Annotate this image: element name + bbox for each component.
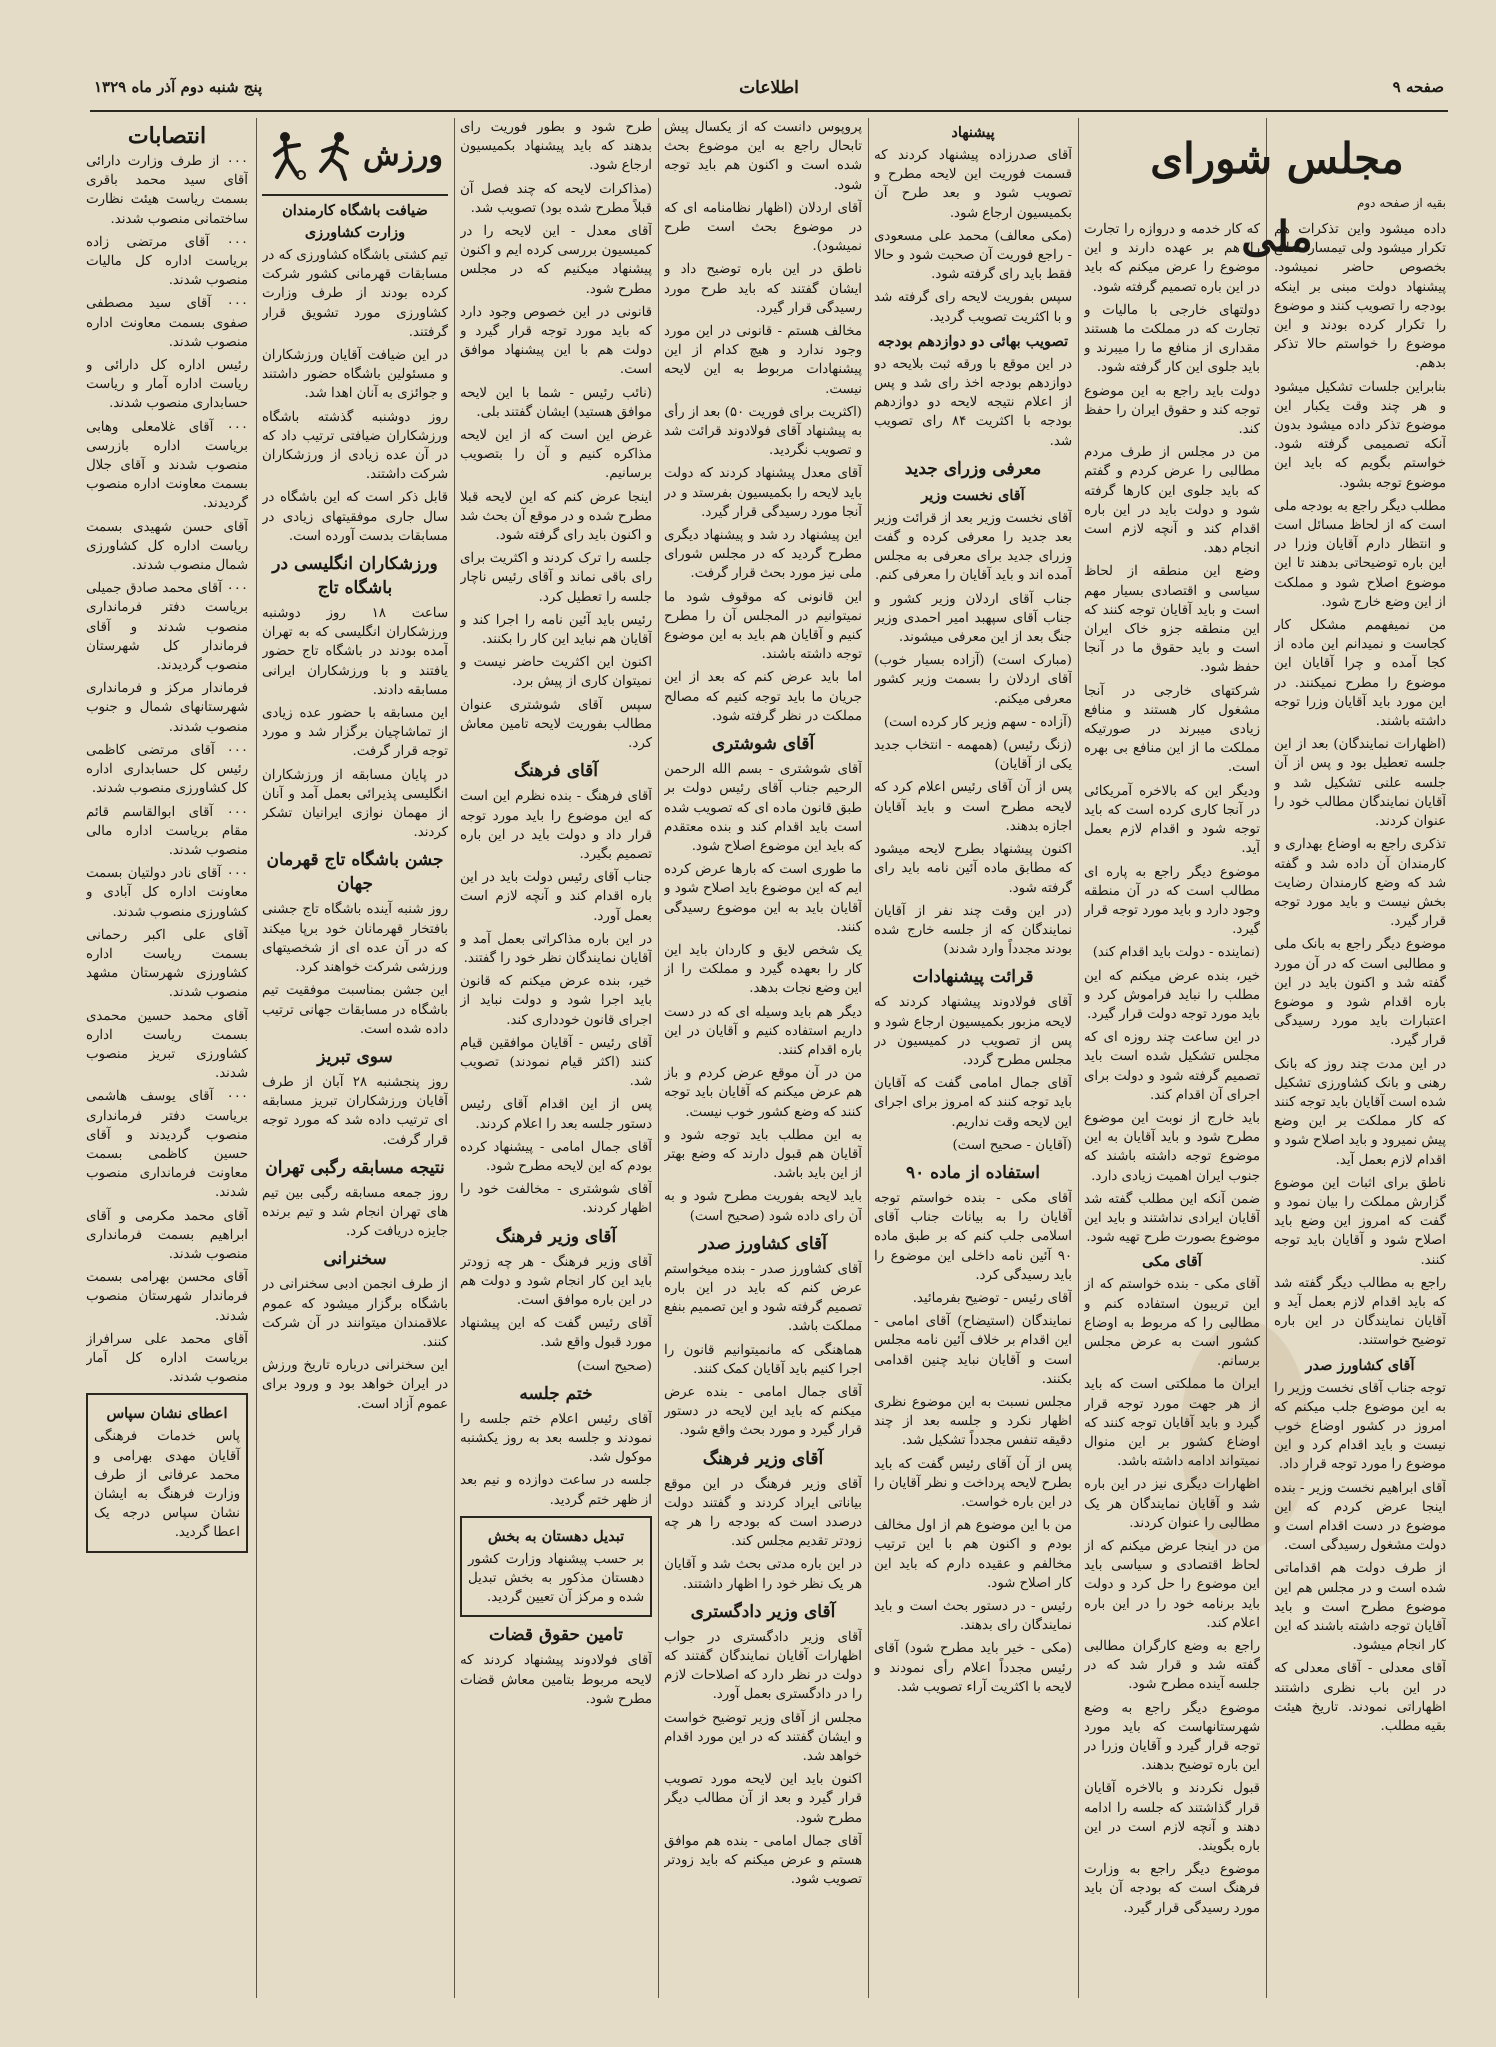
headline-continuation: بقیه از صفحه دوم bbox=[1356, 196, 1446, 210]
paragraph: من نمیفهمم مشکل کار کجاست و نمیدانم این ماده از کجا آمده و چرا آقایان این موضوع را مطرح نمیکنند. در این مورد باید آقایان وزرا توجه داشته باشند. bbox=[1274, 618, 1446, 730]
article-column-2 bbox=[1084, 220, 1260, 1998]
box-heading: تبدیل دهستان به بخش bbox=[487, 1527, 625, 1545]
subheading: معرفی وزرای جدید bbox=[904, 458, 1042, 479]
page-header bbox=[90, 72, 1448, 112]
paragraph: تیم کشتی باشگاه کشاورزی که در مسابقات قهرمانی کشور شرکت کرده بودند از طرف وزارت کشاورزی مورد تشویق قرار گرفتند. bbox=[262, 248, 448, 340]
subheading: آقای نخست وزیر bbox=[921, 486, 1025, 504]
paragraph: ۰۰۰ آقای مرتضی زاده بریاست اداره کل مالیات منصوب شدند. bbox=[86, 234, 248, 289]
subheading: آقای کشاورز صدر bbox=[1305, 1356, 1415, 1374]
paragraph: تذکری راجع به اوضاع بهداری و کارمندان آن داده شد و گفته شد که وضع کارمندان رضایت بخش نیست و باید مورد توجه قرار گیرد. bbox=[1274, 837, 1446, 930]
subheading: سوی تبریز bbox=[317, 1046, 393, 1067]
paragraph: که کار خدمه و دروازه را تجارت را هم بر عهده دارند و این موضوع را عرض میکنم که باید در این باره تصمیم گرفته شود. bbox=[1084, 222, 1260, 295]
paragraph: خیر، بنده عرض میکنم که این مطلب را نباید فراموش کرد و باید مورد توجه دولت قرار گیرد. bbox=[1084, 968, 1260, 1022]
paragraph: یک شخص لایق و کاردان باید این کار را بعهده گیرد و مملکت را از این وضع نجات بدهد. bbox=[664, 942, 862, 997]
paragraph: دیگر هم باید وسیله ای که در دست داریم استفاده کنیم و آقایان در این باره اقدام کنند. bbox=[664, 1004, 862, 1058]
paragraph: داده میشود واین تذکرات هم تکرار میشود ولی تیمسار مطلع بخصوص حاضر نمیشود. پیشنهاد دولت مبنی بر اینکه بودجه را تصویب کنند و موضوع را تکرار کرده بودند و این موضوع را خواستم حالا تذکر بدهم. bbox=[1274, 222, 1446, 372]
box-heading: اعطای نشان سپاس bbox=[106, 1405, 228, 1423]
paragraph: (آقایان - صحیح است) bbox=[952, 1137, 1072, 1153]
paragraph: من در آن موقع عرض کردم و باز هم عرض میکنم که آقایان باید توجه کنند که وضع کشور خوب نیست. bbox=[664, 1066, 862, 1120]
paragraph: آقای نخست وزیر بعد از قرائت وزیر بعد جدید را معرفی کرده و گفت وزرای جدید برای معرفی به مجلس آمده اند و باید آقایان را معرفی کنم. bbox=[874, 510, 1072, 584]
subheading: تامین حقوق قضات bbox=[488, 1625, 624, 1646]
paragraph: این سخنرانی درباره تاریخ ورزش در ایران خواهد بود و ورود برای عموم آزاد است. bbox=[262, 1358, 448, 1412]
paragraph: (در این وقت چند نفر از آقایان نمایندگان که از جلسه خارج شده بودند مجدداً وارد شدند) bbox=[874, 903, 1072, 958]
main-headline: مجلس شورای ملی bbox=[1150, 134, 1404, 261]
news-box bbox=[86, 1393, 248, 1552]
paragraph: به این مطلب باید توجه شود و آقایان هم قبول دارند که وضع بهتر از این باید باشد. bbox=[664, 1127, 862, 1182]
paragraph: اینجا عرض کنم که این لایحه قبلا مطرح شده و در موقع آن بحث شد و اکنون باید رای گرفته شود. bbox=[460, 489, 652, 544]
paragraph: موضوع دیگر راجع به وزارت فرهنگ است که بودجه آن باید مورد رسیدگی قرار گیرد. bbox=[1084, 1862, 1260, 1916]
article-column-4 bbox=[664, 118, 862, 1998]
runner-icon bbox=[315, 131, 355, 181]
sports-section-header bbox=[262, 118, 448, 196]
paragraph: موضوع دیگر راجع به بانک ملی و مطالبی است که در آن مورد گفته شد و اکنون باید در این باره اقدام شود و موضوع اعتبارات باید مورد رسیدگی قرار گیرد. bbox=[1274, 937, 1446, 1049]
news-box bbox=[460, 1516, 652, 1618]
subheading: آقای وزیر دادگستری bbox=[690, 1601, 836, 1622]
paragraph: سپس آقای شوشتری عنوان مطالب بفوریت لایحه تامین معاش کرد. bbox=[460, 697, 652, 752]
paragraph: آقای کشاورز صدر - بنده میخواستم عرض کنم که باید در این باره تصمیم گرفته شود و این تصمیم بنفع مملکت باشد. bbox=[664, 1261, 862, 1335]
newspaper-name: اطلاعات bbox=[739, 78, 799, 98]
paragraph: بر حسب پیشنهاد وزارت کشور دهستان مذکور به بخش تبدیل شده و مرکز آن تعیین گردید. bbox=[468, 1551, 644, 1606]
subheading: ختم جلسه bbox=[519, 1383, 593, 1404]
column-rule bbox=[454, 118, 455, 1998]
paragraph: در این باره مدتی بحث شد و آقایان هر یک نظر خود را اظهار داشتند. bbox=[664, 1557, 862, 1592]
subheading: آقای کشاورز صدر bbox=[699, 1233, 827, 1254]
paragraph: دولت باید راجع به این موضوع توجه کند و حقوق ایران را حفظ کند. bbox=[1084, 383, 1260, 438]
page-number: صفحه ۹ bbox=[1392, 78, 1444, 96]
paragraph: وضع این منطقه از لحاظ سیاسی و اقتصادی بسیار مهم است و باید آقایان توجه کنند که این منطقه جزو خاک ایران است و باید حقوق ما در آنجا حفظ شود. bbox=[1084, 564, 1260, 676]
paragraph: موضوع دیگر راجع به وضع شهرستانهاست که باید مورد توجه قرار گیرد و آقایان وزرا در این باره توضیح بدهند. bbox=[1084, 1700, 1260, 1774]
sports-column bbox=[262, 118, 448, 1998]
paragraph: اکنون باید این لایحه مورد تصویب قرار گیرد و بعد از آن مطالب دیگر مطرح شود. bbox=[664, 1772, 862, 1826]
paragraph: بنابراین جلسات تشکیل میشود و هر چند وقت یکبار این موضوع تذکر داده میشود بدون آنکه تصمیمی گرفته شود. خواستم بگویم که باید این موضوع توجه بشود. bbox=[1274, 379, 1446, 491]
subheading: آقای وزیر فرهنگ bbox=[702, 1448, 824, 1469]
paragraph: آقای وزیر دادگستری در جواب اظهارات آقایان نمایندگان گفتند که دولت در نظر دارد که اصلاحات لازم را در دادگستری بعمل آورد. bbox=[664, 1629, 862, 1703]
paragraph: توجه جناب آقای نخست وزیر را به این موضوع جلب میکنم که امروز در کشور اوضاع خوب نیست و باید اقدام کرد و این موضوع را مورد توجه قرار داد. bbox=[1274, 1380, 1446, 1473]
paragraph: ۰۰۰ آقای مرتضی کاظمی رئیس کل حسابداری اداره کل کشاورزی منصوب شدند. bbox=[86, 742, 248, 797]
paragraph: اما باید عرض کنم که بعد از این جریان ما باید توجه کنیم که مصالح مملکت در نظر گرفته شود. bbox=[664, 670, 862, 724]
paragraph: موضوع دیگر راجع به پاره ای مطالب است که در آن منطقه وجود دارد و باید مورد توجه قرار گیرد. bbox=[1084, 864, 1260, 938]
paragraph: خیر، بنده عرض میکنم که قانون باید اجرا شود و دولت نباید از اجرای قانون خودداری کند. bbox=[460, 974, 652, 1028]
paragraph: ناطق در این باره توضیح داد و ایشان گفتند که باید طرح مورد رسیدگی قرار گیرد. bbox=[664, 262, 862, 316]
paragraph: ۰۰۰ آقای غلامعلی وهابی بریاست اداره بازرسی منصوب شدند و آقای جلال بسمت معاونت اداره منصوب گردیدند. bbox=[86, 419, 248, 512]
paragraph: سپس بفوریت لایحه رای گرفته شد و با اکثریت تصویب گردید. bbox=[874, 290, 1072, 325]
paragraph: آقای وزیر فرهنگ - هر چه زودتر باید این کار انجام شود و دولت هم در این باره موافق است. bbox=[460, 1254, 652, 1308]
paragraph: قانونی در این خصوص وجود دارد که باید مورد توجه قرار گیرد و دولت هم با این پیشنهاد موافق است. bbox=[460, 304, 652, 378]
paragraph: (آزاده - سهم وزیر کار کرده است) bbox=[883, 714, 1072, 730]
subheading: سخنرانی bbox=[323, 1249, 387, 1270]
paragraph: من با این موضوع هم از اول مخالف بودم و اکنون هم با این ترتیب مخالفم و عقیده دارم که باید این کار اصلاح شود. bbox=[874, 1518, 1072, 1591]
paragraph: آقای جمال امامی - پیشنهاد کرده بودم که این لایحه مطرح شود. bbox=[460, 1139, 652, 1174]
paragraph: آقای معدل پیشنهاد کردند که دولت باید لایحه را بکمیسیون بفرستد و در آنجا مورد رسیدگی قرار گیرد. bbox=[664, 466, 862, 520]
column-rule bbox=[256, 118, 257, 1998]
paragraph: (مبارک است) (آزاده بسیار خوب) آقای اردلان را بسمت وزیر کشور معرفی میکنم. bbox=[874, 653, 1072, 707]
article-column-1 bbox=[1274, 220, 1446, 1998]
paragraph: اکنون پیشنهاد بطرح لایحه میشود که مطابق ماده آئین نامه باید رای گرفته شود. bbox=[874, 842, 1072, 896]
subheading: پیشنهاد bbox=[951, 124, 995, 141]
paragraph: جناب آقای اردلان وزیر کشور و جناب آقای سپهبد امیر احمدی وزیر جنگ بعد از این معرفی میشوند. bbox=[874, 591, 1072, 646]
paragraph: ۰۰۰ از طرف وزارت دارائی آقای سید محمد باقری بسمت ریاست هیئت نظارت ساختمانی منصوب شدند. bbox=[86, 154, 248, 227]
paragraph: مجلس از آقای وزیر توضیح خواست و ایشان گفتند که در این مورد اقدام خواهد شد. bbox=[664, 1710, 862, 1765]
subheading: آقای مکی bbox=[1142, 1253, 1202, 1271]
sports-title: ورزش bbox=[362, 138, 444, 174]
paragraph: از طرف انجمن ادبی سخنرانی در باشگاه برگزار میشود که عموم علاقمندان میتوانند در آن شرکت کنند. bbox=[262, 1277, 448, 1350]
paragraph: آقای فولادوند پیشنهاد کردند که لایحه مزبور بکمیسیون ارجاع شود و پس از تصویب در کمیسیون در مجلس مطرح گردد. bbox=[874, 995, 1072, 1068]
paragraph: در این موقع با ورقه ثبت بلایحه دو دوازدهم بودجه اخذ رای شد و پس از اعلام نتیجه لایحه دو دوازدهم بودجه با اکثریت ۸۴ رای تصویب شد. bbox=[874, 356, 1072, 449]
paragraph: آقای رئیس - آقایان موافقین قیام کنند (اکثر قیام نمودند) تصویب شد. bbox=[460, 1035, 652, 1090]
paragraph: اظهارات دیگری نیز در این باره شد و آقایان نمایندگان هر یک مطالبی را عنوان کردند. bbox=[1084, 1477, 1260, 1531]
paragraph: پروپوس دانست که از یکسال پیش تابحال راجع به این موضوع بحث شده است و اکنون هم باید توجه شود. bbox=[664, 120, 862, 193]
paragraph: (اظهارات نمایندگان) بعد از این جلسه تعطیل بود و پس از آن جلسه علنی تشکیل شد و آقایان نمایندگان مطالب خود را عنوان کردند. bbox=[1274, 737, 1446, 830]
paragraph: جلسه را ترک کردند و اکثریت برای رای باقی نماند و آقای رئیس ناچار جلسه را تعطیل کرد. bbox=[460, 551, 652, 605]
paragraph: روز پنجشنبه ۲۸ آبان از طرف آقایان ورزشکاران تبریز مسابقه ای ترتیب داده شد که مورد توجه قرار گرفت. bbox=[262, 1074, 448, 1148]
paragraph: ایران ما مملکتی است که باید از هر جهت مورد توجه قرار گیرد و باید آقایان توجه کنند که اوضاع کشور بر این منوال نمیتواند ادامه داشته باشد. bbox=[1084, 1377, 1260, 1470]
subheading: استفاده از ماده ۹۰ bbox=[905, 1162, 1041, 1183]
paragraph: پس از این اقدام آقای رئیس دستور جلسه بعد را اعلام کردند. bbox=[460, 1097, 652, 1132]
paragraph: ودیگر این که بالاخره آمریکائی در آنجا کاری کرده است که باید توجه شود و اقدام لازم بعمل آید. bbox=[1084, 783, 1260, 857]
paragraph: راجع به وضع کارگران مطالبی گفته شد و قرار شد که در جلسه آینده مطرح شود. bbox=[1084, 1639, 1260, 1693]
paragraph: ۰۰۰ آقای یوسف هاشمی بریاست دفتر فرمانداری منصوب گردیدند و آقای حسین کاظمی بسمت معاونت فرمانداری منصوب شدند. bbox=[86, 1089, 248, 1201]
paragraph: من در مجلس از طرف مردم مطالبی را عرض کردم و گفتم که باید جلوی این کارها گرفته شود و دولت باید در این باره اقدام کند و آنچه لازم است انجام دهد. bbox=[1084, 445, 1260, 557]
paragraph: (مذاکرات لایحه که چند فصل آن قبلاً مطرح شده بود) تصویب شد. bbox=[460, 181, 652, 216]
paragraph: ۰۰۰ آقای نادر دولتیان بسمت معاونت اداره کل آبادی و کشاورزی منصوب شدند. bbox=[86, 866, 248, 920]
paragraph: ضمن آنکه این مطلب گفته شد آقایان ایرادی نداشتند و باید این موضوع بصورت طرح تهیه شود. bbox=[1084, 1191, 1260, 1246]
paragraph: پس از آن آقای رئیس گفت که باید بطرح لایحه پرداخت و نظر آقایان را در این باره خواست. bbox=[874, 1456, 1072, 1510]
column-rule bbox=[1266, 118, 1267, 1998]
paragraph: آقای علی اکبر رحمانی بسمت ریاست اداره کشاورزی شهرستان مشهد منصوب شدند. bbox=[86, 927, 248, 1001]
paragraph: آقای حسن شهیدی بسمت ریاست اداره کل کشاورزی شمال منصوب شدند. bbox=[86, 519, 248, 574]
subheading: آقای شوشتری bbox=[711, 734, 815, 755]
paragraph: اکنون این اکثریت حاضر نیست و نمیتوان کاری از پیش برد. bbox=[460, 655, 652, 690]
paragraph: آقای محمد حسین محمدی بسمت ریاست اداره کشاورزی تبریز منصوب شدند. bbox=[86, 1008, 248, 1082]
paragraph: آقای فرهنگ - بنده نظرم این است که این موضوع را باید مورد توجه قرار داد و دولت باید در این باره تصمیم بگیرد. bbox=[460, 789, 652, 862]
subheading: نتیجه مسابقه رگبی تهران bbox=[265, 1157, 445, 1178]
paragraph: رئیس - در دستور بحث است و باید نمایندگان رای بدهند. bbox=[874, 1599, 1072, 1634]
paragraph: این مسابقه با حضور عده زیادی از تماشاچیان برگزار شد و مورد توجه قرار گرفت. bbox=[262, 706, 448, 760]
subheading: ضیافت باشگاه کارمندان وزارت کشاورزی bbox=[282, 202, 428, 241]
paragraph: آقای رئیس - توضیح بفرمائید. bbox=[912, 1290, 1072, 1306]
paragraph: (صحیح است) bbox=[577, 1358, 652, 1374]
paragraph: آقای اردلان (اظهار نظامنامه ای که در موضوع بحث است طرح نمیشود). bbox=[664, 200, 862, 255]
column-rule bbox=[658, 118, 659, 1998]
paragraph: جناب آقای رئیس دولت باید در این باره اقدام کند و آنچه لازم است بعمل آورد. bbox=[460, 870, 652, 924]
paragraph: باید لایحه بفوریت مطرح شود و به آن رای داده شود (صحیح است) bbox=[664, 1189, 862, 1224]
subheading: جشن باشگاه تاج قهرمان جهان bbox=[266, 850, 444, 895]
paragraph: جلسه در ساعت دوازده و نیم بعد از ظهر ختم گردید. bbox=[460, 1473, 652, 1508]
paragraph: در این ساعت چند روزه ای که مجلس تشکیل شده است باید تصمیم گرفته شود و دولت برای اجرای آن اقدام کند. bbox=[1084, 1030, 1260, 1103]
paragraph: (مکی - خیر باید مطرح شود) آقای رئیس مجدداً اعلام رأی نمودند و لایحه با اکثریت آراء تصویب شد. bbox=[874, 1641, 1072, 1695]
paragraph: آقای ابراهیم نخست وزیر - بنده اینجا عرض کردم که این موضوع در دست اقدام است و دولت مشغول رسیدگی است. bbox=[1274, 1480, 1446, 1554]
paragraph: باید خارج از نوبت این موضوع مطرح شود و باید آقایان به این موضوع توجه داشته باشند که جنوب ایران اهمیت زیادی دارد. bbox=[1084, 1110, 1260, 1184]
paragraph: دولتهای خارجی با مالیات و تجارت که در مملکت ما هستند مقداری از منافع ما را میبرند و باید جلوی این کار گرفته شود. bbox=[1084, 302, 1260, 376]
paragraph: (مکی معالف) محمد علی مسعودی - راجع فوریت آن صحبت شود و حالا فقط باید رای گرفته شود. bbox=[874, 228, 1072, 283]
subheading: آقای فرهنگ bbox=[513, 761, 599, 782]
paragraph: آقای رئیس گفت که این پیشنهاد مورد قبول واقع شد. bbox=[460, 1316, 652, 1351]
paragraph: روز شنبه آینده باشگاه تاج جشنی بافتخار قهرمانان خود برپا میکند که در آن عده ای از شخصیتهای ورزشی شرکت خواهند کرد. bbox=[262, 902, 448, 976]
paragraph: آقای شوشتری - مخالفت خود را اظهار کردند. bbox=[460, 1182, 652, 1217]
column-rule bbox=[1078, 118, 1079, 1998]
paragraph: مطلب دیگر راجع به بودجه ملی است که از لحاظ مسائل است و انتظار دارم آقایان وزرا در این باره توضیحاتی بدهند تا این موضوع اصلاح شود و مملکت از این وضع خارج شود. bbox=[1274, 498, 1446, 610]
paragraph: هماهنگی که مانمیتوانیم قانون را اجرا کنیم باید آقایان کمک کنند. bbox=[664, 1342, 862, 1377]
subheading: تصویب بهائی دو دوازدهم بودجه bbox=[877, 332, 1069, 350]
paragraph: مجلس نسبت به این موضوع نظری اظهار نکرد و جلسه بعد از چند دقیقه تنفس مجدداً تشکیل شد. bbox=[874, 1394, 1072, 1449]
paragraph: (اکثریت برای فوریت ۵۰) بعد از رأی به پیشنهاد آقای فولادوند قرائت شد و تصویب نگردید. bbox=[664, 404, 862, 459]
paragraph: فرماندار مرکز و فرمانداری شهرستانهای شمال و جنوب منصوب شدند. bbox=[86, 681, 248, 735]
paragraph: آقای جمال امامی - بنده عرض میکنم که باید این لایحه در دستور قرار گیرد و مورد بحث واقع شود. bbox=[664, 1384, 862, 1439]
paragraph: این جشن بمناسبت موفقیت تیم باشگاه در مسابقات جهانی ترتیب داده شده است. bbox=[262, 983, 448, 1037]
paragraph: پس از آن آقای رئیس اعلام کرد که لایحه مطرح است و باید آقایان اجازه بدهند. bbox=[874, 780, 1072, 834]
subheading: ورزشکاران انگلیسی در باشگاه تاج bbox=[272, 554, 438, 599]
paragraph: غرض این است که از این لایحه مذاکره کنیم و آن را بتصویب برسانیم. bbox=[460, 428, 652, 482]
paragraph: در پایان مسابقه از ورزشکاران انگلیسی پذیرائی بعمل آمد و آنان از مهمان نوازی ایرانیان تشکر کردند. bbox=[262, 767, 448, 841]
paragraph: طرح شود و بطور فوریت رای بدهند که باید پیشنهاد بکمیسیون ارجاع شود. bbox=[460, 120, 652, 174]
paragraph: روز جمعه مسابقه رگبی بین تیم های تهران انجام شد و تیم برنده جایزه دریافت کرد. bbox=[262, 1185, 448, 1240]
paragraph: راجع به مطالب دیگر گفته شد که باید اقدام لازم بعمل آید و آقایان نمایندگان در این باره توضیح خواستند. bbox=[1274, 1275, 1446, 1349]
paragraph: آقای محمد مکرمی و آقای ابراهیم بسمت فرمانداری منصوب شدند. bbox=[86, 1208, 248, 1262]
paragraph: آقای محسن بهرامی بسمت فرماندار شهرستان منصوب شدند. bbox=[86, 1270, 248, 1324]
paragraph: آقای محمد علی سرافراز بریاست اداره کل آمار منصوب شدند. bbox=[86, 1331, 248, 1386]
paragraph: نمایندگان (استیضاح) آقای امامی - این اقدام بر خلاف آئین نامه مجلس است و آقایان نباید چنین اقدامی بکنند. bbox=[874, 1314, 1072, 1387]
paragraph: ساعت ۱۸ روز دوشنبه ورزشکاران انگلیسی که به تهران آمده بودند در باشگاه تاج حضور یافتند و با ورزشکاران ایرانی مسابقه دادند. bbox=[262, 606, 448, 698]
paragraph: روز دوشنبه گذشته باشگاه ورزشکاران ضیافتی ترتیب داد که در آن عده زیادی از ورزشکاران شرکت داشتند. bbox=[262, 409, 448, 483]
issue-date: پنج شنبه دوم آذر ماه ۱۳۲۹ bbox=[94, 78, 263, 96]
paragraph: ناطق برای اثبات این موضوع گزارش مملکت را بیان نمود و گفت که امروز این وضع باید اصلاح شود و آقایان باید توجه کنند. bbox=[1274, 1175, 1446, 1268]
paragraph: آقای جمال امامی - بنده هم موافق هستم و عرض میکنم که باید زودتر تصویب شود. bbox=[664, 1833, 862, 1888]
paragraph: آقای معدلی - آقای معدلی که در این باب نظری داشتند اظهاراتی نمودند. تاریخ هیئت بقیه مطلب. bbox=[1274, 1661, 1446, 1735]
paragraph: آقای جمال امامی گفت که آقایان باید توجه کنند که امروز برای اجرای این لایحه وقت نداریم. bbox=[874, 1076, 1072, 1130]
paragraph: شرکتهای خارجی در آنجا مشغول کار هستند و منافع زیادی میبرند در صورتیکه مملکت ما از این منافع بی بهره است. bbox=[1084, 683, 1260, 776]
paragraph: در این مدت چند روز که بانک رهنی و بانک کشاورزی تشکیل شده است آقایان باید توجه کنند که کار مملکت بر این وضع پیش نمیرود و باید اصلاح شود و اقدام لازم بعمل آید. bbox=[1274, 1056, 1446, 1168]
paragraph: پاس خدمات فرهنگی آقایان مهدی بهرامی و محمد عرفانی از طرف وزارت فرهنگ به ایشان نشان سپاس درجه یک اعطا گردید. bbox=[94, 1429, 240, 1541]
paragraph: آقای شوشتری - بسم الله الرحمن الرحیم جناب آقای رئیس دولت بر طبق قانون ماده ای که تصویب شده است باید اقدام کند و بنده معتقدم که باید این موضوع اصلاح شود. bbox=[664, 762, 862, 854]
paragraph: ما طوری است که بارها عرض کرده ایم که این موضوع باید اصلاح شود و آقایان باید به این موضوع رسیدگی کنند. bbox=[664, 862, 862, 935]
paragraph: آقای صدرزاده پیشنهاد کردند که قسمت فوریت این لایحه مطرح و تصویب شود و بعد طرح آن بکمیسیون ارجاع شود. bbox=[874, 148, 1072, 221]
paragraph: مخالف هستم - قانونی در این مورد وجود ندارد و هیچ کدام از این پیشنهادات مربوط به این لایحه نیست. bbox=[664, 324, 862, 397]
paragraph: در این باره مذاکراتی بعمل آمد و آقایان نمایندگان نظر خود را گفتند. bbox=[460, 931, 652, 966]
article-column-3 bbox=[874, 118, 1072, 1998]
paragraph: (نماینده - دولت باید اقدام کند) bbox=[1092, 945, 1260, 961]
paragraph: آقای فولادوند پیشنهاد کردند که لایحه مربوط بتامین معاش قضات مطرح شود. bbox=[460, 1653, 652, 1707]
paragraph: آقای مکی - بنده خواستم توجه آقایان را به بیانات جناب آقای اسلامی جلب کنم که بر طبق ماده ۹۰ آئین نامه داخلی این موضوع را باید رسیدگی کرد. bbox=[874, 1190, 1072, 1283]
paragraph: من در اینجا عرض میکنم که از لحاظ اقتصادی و سیاسی باید این موضوع را حل کرد و دولت باید برنامه خود را در این باره اعلام کند. bbox=[1084, 1539, 1260, 1631]
football-player-icon bbox=[267, 131, 307, 181]
paragraph: آقای وزیر فرهنگ در این موقع بیاناتی ایراد کردند و گفتند دولت درصدد است که بودجه را هر چه زودتر تقدیم مجلس کند. bbox=[664, 1476, 862, 1550]
paragraph: ۰۰۰ آقای محمد صادق جمیلی بریاست دفتر فرمانداری منصوب شدند و آقای فرماندار کل شهرستان منصوب گردیدند. bbox=[86, 581, 248, 674]
article-column-5 bbox=[460, 118, 652, 1998]
paragraph: از طرف دولت هم اقداماتی شده است و در مجلس هم این موضوع مطرح است و باید آقایان توجه داشته باشند که این کار انجام میشود. bbox=[1274, 1561, 1446, 1654]
paragraph: آقای مکی - بنده خواستم که از این تریبون استفاده کنم و مطالبی را که مربوط به اوضاع کشور است به عرض مجلس برسانم. bbox=[1084, 1277, 1260, 1370]
paragraph: قابل ذکر است که این باشگاه در سال جاری موفقیتهای زیادی در مسابقات بدست آورده است. bbox=[262, 490, 448, 544]
paragraph: در این ضیافت آقایان ورزشکاران و مسئولین باشگاه حضور داشتند و جوائزی به آنان اهدا شد. bbox=[262, 348, 448, 402]
paragraph: (نائب رئیس - شما با این لایحه موافق هستید) ایشان گفتند بلی. bbox=[460, 385, 652, 420]
paragraph: آقای رئیس اعلام ختم جلسه را نمودند و جلسه بعد به روز یکشنبه موکول شد. bbox=[460, 1411, 652, 1466]
paragraph: (زنگ رئیس) (همهمه - انتخاب جدید یکی از آقایان) bbox=[874, 738, 1072, 773]
paragraph: قبول نکردند و بالاخره آقایان قرار گذاشتند که جلسه را ادامه دهند و آنچه لازم است در این باره بگویند. bbox=[1084, 1781, 1260, 1855]
paragraph: ۰۰۰ آقای سید مصطفی صفوی بسمت معاونت اداره منصوب شدند. bbox=[86, 296, 248, 350]
paragraph: این پیشنهاد رد شد و پیشنهاد دیگری مطرح گردید که در مجلس شورای ملی نیز مورد بحث قرار گرفت. bbox=[664, 528, 862, 582]
paragraph: آقای معدل - این لایحه را در کمیسیون بررسی کرده ایم و اکنون پیشنهاد میکنیم که در مجلس مطرح شود. bbox=[460, 224, 652, 297]
paragraph: رئیس باید آئین نامه را اجرا کند و آقایان هم نباید این کار را بکنند. bbox=[460, 612, 652, 648]
subheading: آقای وزیر فرهنگ bbox=[495, 1226, 617, 1247]
paragraph: این قانونی که موقوف شود ما نمیتوانیم در المجلس آن را مطرح کنیم و آقایان هم باید به این موضوع توجه داشته باشند. bbox=[664, 589, 862, 663]
paragraph: رئیس اداره کل دارائی و ریاست اداره آمار و ریاست حسابداری منصوب شدند. bbox=[86, 358, 248, 412]
subheading: قرائت پیشنهادات bbox=[912, 967, 1034, 988]
section-title: انتصابات bbox=[127, 123, 207, 149]
column-rule bbox=[868, 118, 869, 1998]
paragraph: ۰۰۰ آقای ابوالقاسم قائم مقام بریاست اداره مالی منصوب شدند. bbox=[86, 804, 248, 858]
appointments-column bbox=[86, 118, 248, 1998]
